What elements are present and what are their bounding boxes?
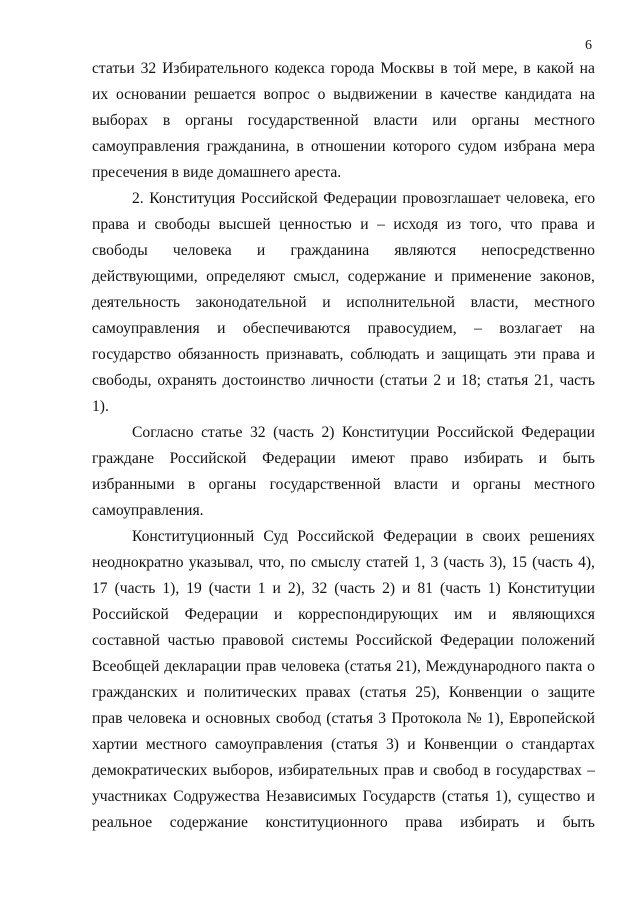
text-line [92, 59, 595, 79]
word: и [360, 216, 369, 233]
word: 1 [257, 580, 266, 597]
word: что, [258, 554, 285, 571]
word: 1), [494, 788, 512, 805]
word: возлагает [499, 320, 563, 337]
word: 19 [186, 580, 202, 597]
word: неоднократно [92, 554, 184, 571]
word: решается [194, 86, 256, 103]
word: – [377, 216, 385, 233]
word: в [425, 86, 433, 103]
word: качестве [440, 86, 497, 103]
word: положений [521, 632, 595, 649]
word: основании [115, 86, 187, 103]
word: – [587, 762, 595, 779]
word: о [317, 86, 326, 103]
word: которого [392, 138, 451, 155]
word: Согласно [132, 424, 194, 441]
word: кодекса [274, 60, 325, 77]
word: органы [208, 476, 257, 493]
word: свобод [432, 762, 479, 779]
word: 1), [486, 710, 504, 727]
word: Федерации [521, 424, 595, 441]
word: местного [534, 294, 595, 311]
word: 1), [162, 580, 180, 597]
word: выдвижении [333, 86, 418, 103]
word: определяют [206, 268, 285, 285]
word: государственной [247, 112, 359, 129]
word: (статья [326, 710, 374, 727]
word: судом [457, 138, 497, 155]
word: и [488, 606, 497, 623]
word: конституционного [265, 814, 388, 831]
word: личности [311, 372, 374, 389]
text-line: пресечения в виде домашнего ареста. [92, 164, 342, 181]
word: 15 [511, 554, 527, 571]
word: обеспечиваются [242, 320, 351, 337]
word: участниках [92, 788, 168, 805]
word: органы [471, 112, 520, 129]
word: непосредственно [481, 242, 595, 259]
word: гражданских [92, 684, 178, 701]
word: мера [563, 138, 595, 155]
word: составной [92, 632, 160, 649]
word: государство [92, 346, 172, 363]
word: в [523, 60, 531, 77]
word: какой [536, 60, 574, 77]
word: в [296, 138, 304, 155]
word: города [330, 60, 375, 77]
word: статьи [92, 60, 135, 77]
word: указывал, [188, 554, 254, 571]
word: власти [394, 476, 438, 493]
word: 21), [396, 658, 421, 675]
word: статья [486, 372, 529, 389]
word: Российской [169, 450, 247, 467]
text-line [92, 319, 595, 339]
word: 32 [311, 580, 328, 597]
word: Российской [436, 424, 514, 441]
word: и [586, 216, 595, 233]
word: 32 [249, 424, 266, 441]
text-line [132, 189, 595, 209]
word: избирательных [278, 762, 379, 779]
word: корреспондирующих [298, 606, 439, 623]
word: и [451, 476, 460, 493]
word: на [579, 320, 595, 337]
word: человека [281, 658, 340, 675]
word: Федерации [262, 450, 336, 467]
word: им [454, 606, 473, 623]
word: содержание [169, 814, 248, 831]
word: смысл, [293, 268, 340, 285]
word: 4), [578, 554, 595, 571]
word: и [419, 762, 428, 779]
word: органы [185, 112, 233, 129]
word: вопрос [263, 86, 310, 103]
word: охранять [157, 372, 217, 389]
word: избрана [503, 138, 557, 155]
word: и [538, 450, 548, 467]
word: высшей [218, 216, 271, 233]
text-line [92, 371, 595, 391]
word: декларации [164, 658, 242, 675]
word: в [465, 528, 474, 545]
word: местного [534, 112, 595, 129]
word: и [273, 606, 283, 623]
word: его [574, 190, 595, 207]
word: являющихся [512, 606, 595, 623]
word: права [540, 216, 579, 233]
word: 2) [321, 424, 335, 441]
word: права [542, 346, 580, 363]
word: человека, [506, 190, 569, 207]
word: и [217, 320, 226, 337]
word: Независимых [265, 788, 357, 805]
word: (статья [344, 658, 392, 675]
word: стандартах [521, 736, 595, 753]
word: что [510, 216, 533, 233]
word: демократических [92, 762, 208, 779]
word: Российской [355, 632, 433, 649]
word: ценностью [279, 216, 352, 233]
word: действующими, [92, 268, 198, 285]
word: применение [451, 268, 532, 285]
text-line: самоуправления. [92, 502, 204, 519]
word: своих [482, 528, 521, 545]
word: самоуправления [92, 138, 200, 155]
word: существо [517, 788, 581, 805]
word: 2), [287, 580, 305, 597]
word: (статья [441, 788, 489, 805]
word: право [410, 450, 449, 467]
word: – [474, 320, 482, 337]
word: Государств [362, 788, 436, 805]
word: свободы, [92, 372, 152, 389]
text-line [92, 553, 595, 573]
text-line [132, 423, 595, 443]
word: права [405, 814, 443, 831]
text-line [92, 709, 595, 729]
word: 18; [461, 372, 481, 389]
word: являются [394, 242, 457, 259]
word: Европейской [509, 710, 595, 727]
word: в [483, 762, 491, 779]
word: Конституционный [132, 528, 255, 545]
word: (статьи [379, 372, 428, 389]
word: Федерации [184, 606, 259, 623]
text-line [92, 267, 595, 287]
word: Конвенции [423, 736, 498, 753]
text-line [92, 293, 595, 313]
word: Конституции [507, 580, 595, 597]
word: Российской [240, 190, 318, 207]
word: свободы [154, 216, 211, 233]
word: о [505, 736, 514, 753]
word: по [289, 554, 306, 571]
word: Содружества [173, 788, 260, 805]
text-line [92, 605, 595, 625]
word: той [453, 60, 477, 77]
word: Международного [425, 658, 541, 675]
word: Конвенции [448, 684, 523, 701]
word: соблюдать [350, 346, 420, 363]
word: деятельность [92, 294, 181, 311]
text-line [92, 735, 595, 755]
word: избирать [464, 450, 524, 467]
word: государственной [269, 476, 381, 493]
text-line [92, 683, 595, 703]
word: Федерации [440, 632, 514, 649]
text-line [92, 475, 595, 495]
word: 2 [433, 372, 442, 389]
word: гражданина [290, 242, 370, 259]
word: (часть [273, 424, 314, 441]
word: Конституции [342, 424, 430, 441]
word: местного [145, 736, 207, 753]
word: человека [172, 242, 232, 259]
word: правовой [222, 632, 284, 649]
text-line [92, 787, 595, 807]
word: защищать [441, 346, 508, 363]
word: эти [514, 346, 536, 363]
word: самоуправления [215, 736, 323, 753]
word: органы [472, 476, 521, 493]
word: граждане [92, 450, 155, 467]
word: 2. [132, 190, 144, 207]
word: 25), [415, 684, 440, 701]
word: Федерации [383, 528, 457, 545]
word: 17 [92, 580, 108, 597]
word: 1) [487, 580, 501, 597]
word: права [92, 216, 130, 233]
word: (часть [334, 580, 376, 597]
word: 3), [489, 554, 507, 571]
word: частью [167, 632, 215, 649]
word: власти, [470, 294, 519, 311]
word: пакта [545, 658, 583, 675]
word: и [186, 684, 195, 701]
word: смыслу [311, 554, 361, 571]
text-line [92, 657, 595, 677]
text-line [92, 111, 595, 131]
word: мере, [482, 60, 518, 77]
word: свободы [92, 242, 148, 259]
word: местного [534, 476, 595, 493]
word: (часть [443, 554, 485, 571]
word: в [187, 476, 196, 493]
word: и [402, 580, 411, 597]
word: 2) [382, 580, 396, 597]
word: 32 [140, 60, 157, 77]
word: имеют [351, 450, 395, 467]
word: 1, [413, 554, 426, 571]
word: обязанность [177, 346, 260, 363]
word: реальное [92, 814, 153, 831]
text-line [92, 579, 595, 599]
text-line [92, 449, 595, 469]
word: избранными [92, 476, 175, 493]
text-line [92, 631, 595, 651]
word: Протокола [391, 710, 462, 727]
word: правах [305, 684, 351, 701]
word: выборах [92, 112, 149, 129]
word: выборов, [212, 762, 274, 779]
word: № [466, 710, 482, 727]
word: (части [208, 580, 251, 597]
word: (часть [532, 554, 573, 571]
word: 81 [417, 580, 433, 597]
word: исходя [393, 216, 439, 233]
word: государствах [495, 762, 582, 779]
word: политических [203, 684, 297, 701]
word: основных [205, 710, 271, 727]
text-line: 1). [92, 398, 109, 415]
word: того, [469, 216, 502, 233]
word: (часть [439, 580, 481, 597]
word: из [446, 216, 462, 233]
word: Конституция [149, 190, 236, 207]
word: и [272, 580, 281, 597]
word: Всеобщей [92, 658, 160, 675]
word: и [322, 294, 331, 311]
text-line [132, 527, 595, 547]
text-line [92, 215, 595, 235]
word: (часть [114, 580, 156, 597]
word: свобод [275, 710, 322, 727]
word: Российской [92, 606, 169, 623]
word: и [407, 736, 416, 753]
word: защите [547, 684, 595, 701]
word: правосудием, [367, 320, 457, 337]
word: исполнительной [346, 294, 456, 311]
text-line [92, 345, 595, 365]
word: содержание [347, 268, 426, 285]
word: Москвы [380, 60, 435, 77]
word: кандидата [504, 86, 572, 103]
word: и [536, 814, 545, 831]
word: на [579, 60, 595, 77]
word: Российской [297, 528, 375, 545]
word: прав [245, 658, 277, 675]
word: быть [562, 814, 595, 831]
word: быть [562, 450, 595, 467]
word: (статья [330, 736, 378, 753]
word: в [440, 60, 448, 77]
word: о [587, 658, 595, 675]
word: и [426, 346, 435, 363]
word: законодательной [195, 294, 307, 311]
word: и [434, 268, 443, 285]
word: и [586, 346, 595, 363]
word: самоуправления [92, 320, 200, 337]
word: и [191, 710, 201, 727]
word: решениях [529, 528, 595, 545]
word: власти [373, 112, 418, 129]
word: 3 [430, 554, 439, 571]
word: (статья [359, 684, 407, 701]
word: прав [383, 762, 415, 779]
word: прав [92, 710, 123, 727]
word: отношении [311, 138, 386, 155]
word: признавать, [266, 346, 344, 363]
word: о [531, 684, 539, 701]
word: часть [559, 372, 595, 389]
text-line [92, 241, 595, 261]
word: Избирательного [162, 60, 269, 77]
word: 21, [534, 372, 554, 389]
word: Федерации [323, 190, 397, 207]
text-line [92, 761, 595, 781]
word: статей [365, 554, 409, 571]
word: и [256, 242, 266, 259]
text-line [92, 813, 595, 833]
word: 3) [385, 736, 399, 753]
word: в [162, 112, 171, 129]
text-line [92, 137, 595, 157]
word: гражданина, [206, 138, 290, 155]
word: и [586, 788, 595, 805]
word: и [137, 216, 146, 233]
word: достоинство [222, 372, 306, 389]
word: 3 [378, 710, 387, 727]
word: или [432, 112, 457, 129]
word: избирать [460, 814, 520, 831]
word: хартии [92, 736, 138, 753]
word: на [579, 86, 595, 103]
word: и [446, 372, 456, 389]
word: провозглашает [402, 190, 501, 207]
word: их [92, 86, 109, 103]
word: законов, [539, 268, 595, 285]
word: Суд [263, 528, 289, 545]
word: статье [201, 424, 243, 441]
word: человека [127, 710, 187, 727]
page-number: 6 [585, 38, 592, 53]
text-line [92, 85, 595, 105]
word: системы [291, 632, 348, 649]
